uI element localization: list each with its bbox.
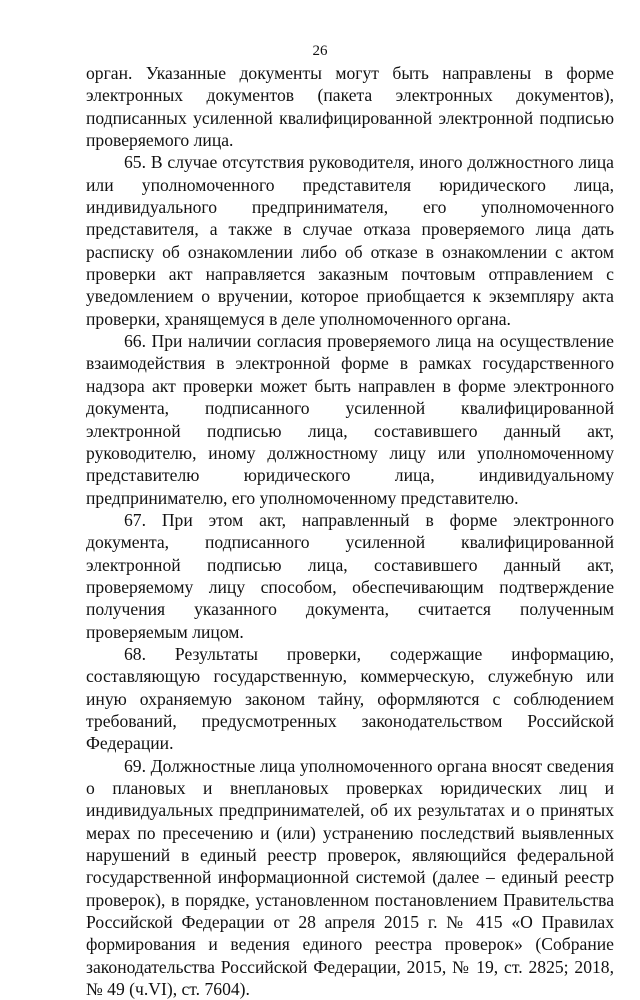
paragraph-65: 65. В случае отсутствия руководителя, иного должностного лица или уполномоченного представителя юридического лица, индивидуального предпринимателя, его уполномоченного представителя, а также в случае отказа проверяемого лица дать расписку об ознакомлении либо об отказе в ознакомлении с актом проверки акт направляется заказным почтовым отправлением с уведомлением о вручении, которое приобщается к экземпляру акта проверки, хранящемуся в деле уполномоченного органа.	[86, 152, 614, 329]
paragraph-68: 68. Результаты проверки, содержащие информацию, составляющую государственную, коммерческую, служебную или иную охраняемую законом тайну, оформляются с соблюдением требований, предусмотренных законодательством Российской Федерации.	[86, 643, 614, 754]
paragraph-67: 67. При этом акт, направленный в форме электронного документа, подписанного усиленной квалифицированной электронной подписью лица, составившего данный акт, проверяемому лицу способом, обеспечивающим подтверждение получения указанного документа, считается полученным проверяемым лицом.	[86, 509, 614, 642]
paragraph-66: 66. При наличии согласия проверяемого лица на осуществление взаимодействия в электронной форме в рамках государственного надзора акт проверки может быть направлен в форме электронного документа, подписанного усиленной квалифицированной электронной подписью лица, составившего данный акт, руководителю, иному должностному лицу или уполномоченному представителю юридического лица, индивидуальному предпринимателю, его уполномоченному представителю.	[86, 331, 614, 508]
paragraph-69: 69. Должностные лица уполномоченного органа вносят сведения о плановых и внеплановых проверках юридических лиц и индивидуальных предпринимателей, об их результатах и о принятых мерах по пресечению и (или) устранению последствий выявленных нарушений в единый реестр проверок, являющийся федеральной государственной информационной системой (далее – единый реестр проверок), в порядке, установленном постановлением Правительства Российской Федерации от 28 апреля 2015 г. № 415 «О Правилах формирования и ведения единого реестра проверок» (Собрание законодательства Российской Федерации, 2015, № 19, ст. 2825; 2018, № 49 (ч.VI), ст. 7604).	[86, 755, 614, 1000]
paragraph-continuation: орган. Указанные документы могут быть направлены в форме электронных документов (пакета электронных документов), подписанных усиленной квалифицированной электронной подписью проверяемого лица.	[86, 63, 614, 151]
page-number: 26	[312, 43, 328, 59]
document-body	[86, 62, 614, 1000]
